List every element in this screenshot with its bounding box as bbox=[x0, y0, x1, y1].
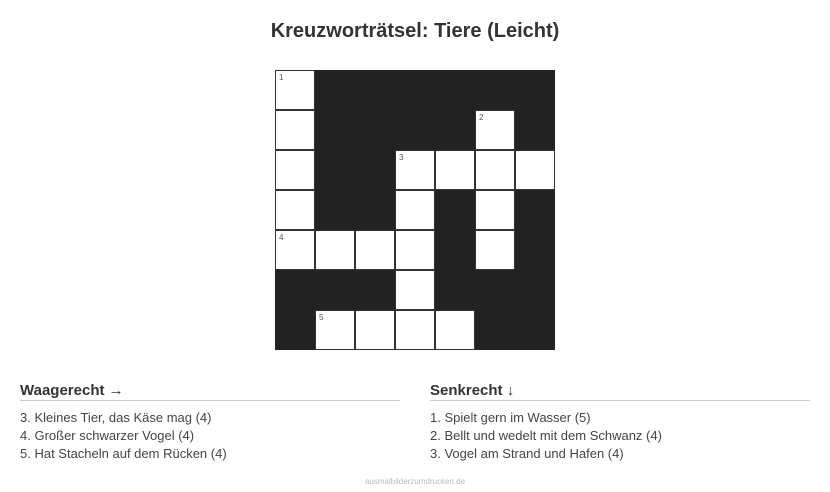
down-heading: Senkrecht ↓ bbox=[430, 382, 810, 401]
crossword-cell[interactable] bbox=[475, 230, 515, 270]
page-title: Kreuzworträtsel: Tiere (Leicht) bbox=[270, 20, 560, 42]
footer-credit: ausmalbilderzumdrucken.de bbox=[364, 477, 466, 486]
crossword-cell[interactable] bbox=[395, 270, 435, 310]
crossword-cell[interactable] bbox=[395, 230, 435, 270]
crossword-cell[interactable] bbox=[395, 310, 435, 350]
crossword-cell[interactable] bbox=[355, 230, 395, 270]
clue-across-5: 5. Hat Stacheln auf dem Rücken (4) bbox=[20, 446, 227, 461]
clue-number: 4 bbox=[279, 233, 284, 242]
crossword-cell[interactable] bbox=[355, 310, 395, 350]
clue-number: 2 bbox=[479, 113, 484, 122]
crossword-cell[interactable] bbox=[275, 150, 315, 190]
clue-down-2: 2. Bellt und wedelt mit dem Schwanz (4) bbox=[430, 428, 662, 443]
crossword-cell[interactable] bbox=[435, 310, 475, 350]
clue-number: 3 bbox=[399, 153, 404, 162]
crossword-cell[interactable] bbox=[475, 110, 515, 150]
crossword-cell[interactable] bbox=[475, 190, 515, 230]
crossword-cell[interactable] bbox=[315, 230, 355, 270]
crossword-cell[interactable] bbox=[275, 230, 315, 270]
crossword-cell[interactable] bbox=[435, 150, 475, 190]
crossword-cell[interactable] bbox=[475, 150, 515, 190]
clue-down-3: 3. Vogel am Strand und Hafen (4) bbox=[430, 446, 624, 461]
clue-across-3: 3. Kleines Tier, das Käse mag (4) bbox=[20, 410, 212, 425]
clue-number: 5 bbox=[319, 313, 324, 322]
crossword-cell[interactable] bbox=[275, 110, 315, 150]
crossword-cell[interactable] bbox=[275, 190, 315, 230]
across-heading: Waagerecht → bbox=[20, 382, 400, 401]
clue-across-4: 4. Großer schwarzer Vogel (4) bbox=[20, 428, 195, 443]
clue-number: 1 bbox=[279, 73, 284, 82]
crossword-cell[interactable] bbox=[315, 310, 355, 350]
down-clues bbox=[430, 382, 810, 463]
clue-down-1: 1. Spielt gern im Wasser (5) bbox=[430, 410, 591, 425]
crossword-cell[interactable] bbox=[515, 150, 555, 190]
across-clues bbox=[20, 382, 400, 463]
crossword-cell[interactable] bbox=[275, 70, 315, 110]
crossword-cell[interactable] bbox=[395, 150, 435, 190]
crossword-cell[interactable] bbox=[395, 190, 435, 230]
crossword-grid bbox=[275, 70, 555, 350]
